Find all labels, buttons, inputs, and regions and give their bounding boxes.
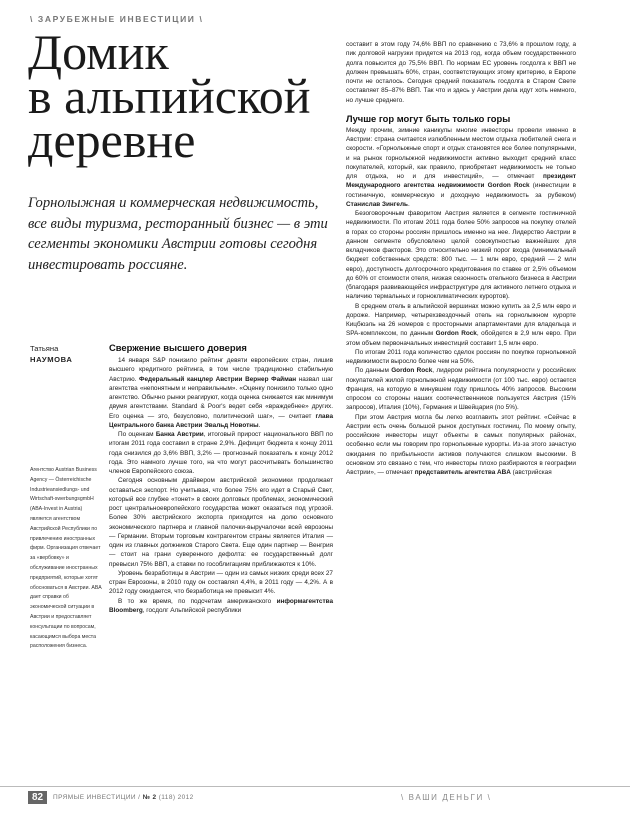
highlighted-name: Станислав Зингель <box>346 200 408 208</box>
author-last-name: НАУМОВА <box>30 355 73 364</box>
highlighted-name: Банка Австрии <box>155 431 204 438</box>
section-heading: Свержение высшего доверия <box>109 342 247 353</box>
paragraph: Безоговорочным фаворитом Австрия является в сегменте гостиничной недвижимости. По итогам 2011 года более 50% запросов на покупку отелей в горах со стороны россиян пришлось именно на нее. Лидерство Австрии в данном сегменте обусловлено целой совокупностью важнейших для вкладчиков факторов. Это относительно низкий порог входа (минимальный бюджет собственных средств: 800 тыс. — 1 млн евро, средний — 2 млн евро), доступность долгосрочного кредитования по ставке от 2,5% объемом до 60% от стоимости отеля, низкая сезонность отельного бизнеса в Австрии (благодаря развивающейся инфраструктуре для активного летнего отдыха и наличию термальных и горноклиматических курортов). <box>346 210 576 301</box>
section-heading: Лучше гор могут быть только горы <box>346 112 511 124</box>
author-first-name: Татьяна <box>30 344 59 353</box>
footer-divider <box>0 786 630 787</box>
paragraph: Сегодня основным драйвером австрийской экономики продолжает оставаться экспорт. Но учитывая, что более 75% его идет в Старый Свет, который все глубже «тонет» в своих долговых проблемах, экономический рост центральноевропейского государства может оказаться под угрозой. Более 30% австрийского экспорта приходится на долю основного экономического партнера и главной палочки-выручалочки всей еврозоны — Германии. Вторым торговым контрагентом страны является Италия — один из главных должников Старого Света. Еще один партнер — Венгрия — стоит на грани суверенного дефолта: ее государственный долг превысил 75% ВВП, а ставки по гособлигациям приближаются к 10%. <box>109 477 333 568</box>
footer-section-name: \ ВАШИ ДЕНЬГИ \ <box>401 793 492 802</box>
highlighted-name: информагентства Bloomberg <box>109 597 333 614</box>
highlighted-name: глава Центрального банка Австрии Эвальд Новотны <box>109 412 333 429</box>
paragraph: По итогам 2011 года количество сделок россиян по покупке горнолыжной недвижимости выросло более чем на 50%. <box>346 348 576 365</box>
paragraph: По оценкам Банка Австрии, итоговый прирост национального ВВП по итогам 2011 года составил в стране 2,9%. Дефицит бюджета к концу 2011 года снизился до 3,6% ВВП, 3,2% — прогнозный показатель к концу 2012 года. Это намного лучше того, на что могут рассчитывать большинство членов Европейского союза. <box>109 431 333 475</box>
paragraph: При этом Австрия могла бы легко возглавить этот рейтинг. «Сейчас в Австрии есть очень большой рынок доступных гостиниц. По моему опыту, российские инвесторы ищут объекты в самых популярных районах, особенно если мы говорим про горнолыжные курорты. Из-за этого зачастую ожидания по прибыльности активов получаются слишком высокими. В основном это связано с тем, что инвесторы плохо разбираются в географии Австрии», — отмечает представитель агентства ABA (австрийская <box>346 413 576 476</box>
article-column-1 <box>109 342 333 615</box>
article-column-2 <box>346 40 576 477</box>
page-number: 82 <box>28 791 47 804</box>
paragraph: Между прочим, зимние каникулы многие инвесторы провели именно в Австрии: страна считается излюбленным местом отдыха любителей снега и скорости. «Горнолыжные спорт и отдых становятся все более популярными, и на рынок горнолыжной недвижимости активно выходит средний класс покупателей, который, как правило, приобретает недвижимость не только для отдыха, но и для инвестиций», — отмечает президент Международного агентства недвижимости Gordon Rock (инвестиции в гостиничную, коммерческую и доходную недвижимость за рубежом) Станислав Зингель. <box>346 126 576 208</box>
highlighted-name: Gordon Rock <box>391 367 433 375</box>
paragraph: составит в этом году 74,6% ВВП по сравнению с 73,6% в прошлом году, а пик долговой нагрузки придется на 2013 год, когда объем государственного долга повысится до 75,5% ВВП. По нормам ЕС уровень госдолга к ВВП не должен превышать 60%, стран, соответствующих этому критерию, в Европе почти не осталось. Сегодня средний показатель госдолга в Старом Свете составляет 85–87% ВВП. Так что и здесь у Австрии дела идут хоть немного, но лучше среднего. <box>346 41 576 104</box>
sidebar-note: Агентство Austrian Business Agency — Österreichische Industrieansiedlungs- und Wirtschaft-swerbungsgmbH (ABA-Invest in Austria) является агентством Австрийской Республики по привлечению иностранных фирм. Организация отвечает за «вербовку» и обслуживание иностранных предприятий, которые хотят обосноваться в Австрии. ABA дает справки об экономической ситуации в Австрии и предоставляет консультации по вопросам, касающимся выбора места расположения бизнеса. <box>30 467 102 650</box>
headline-line-2: в альпийской <box>28 68 311 124</box>
article-lead: Горнолыжная и коммерческая недвижимость, все виды туризма, ресторанный бизнес — в эти сегменты экономики Австрии готовы сегодня инвестировать россияне. <box>28 195 328 273</box>
highlighted-name: Gordon Rock <box>435 330 477 338</box>
issue-number: № 2 <box>142 794 157 801</box>
paragraph: 14 января S&P понизило рейтинг девяти европейских стран, лишив высшего кредитного рейтинга, в том числе традиционно стабильную Австрию. Федеральный канцлер Австрии Вернер Файман назвал шаг агентства «непонятным и неправильным». «Оценку понизило только одно агентство. Обычно рынки реагируют, когда оценка снижается как минимум двумя агентствами. Standard & Poor's ведет себя «враждебнее» других. Его оценка — это, безусловно, политический шаг», — считает глава Центрального банка Австрии Эвальд Новотны. <box>109 357 333 429</box>
author-byline <box>30 343 98 365</box>
highlighted-name: Федеральный канцлер Австрии Вернер Файман <box>139 375 297 383</box>
paragraph: В среднем отель в альпийской вершинах можно купить за 2,5 млн евро и дороже. Например, четырехзвездочный отель на горнолыжном курорте Кицбюэль на 26 номеров с просторными апартаментами для владельца и SPA-комплексом, по данным Gordon Rock, обойдется в 2,9 млн евро. При этом объем первоначальных инвестиций составит 1,5 млн евро. <box>346 302 576 347</box>
paragraph: Уровень безработицы в Австрии — один из самых низких среди всех 27 стран Еврозоны, в 2010 году он составлял 4,4%, в 2011 году — 4,2%. А в 2012 году ожидается, что безработица не превысит 4%. <box>109 569 333 596</box>
article-headline <box>28 24 328 168</box>
paragraph: В то же время, по подсчетам американского информагентства Bloomberg, госдолг Альпийской республики <box>109 597 333 614</box>
paragraph: По данным Gordon Rock, лидером рейтинга популярности у российских покупателей жилой горнолыжной недвижимости (от 100 тыс. евро) остается Франция, на которую в минувшем году пришлось 40% запросов. Высоким спросом со стороны наших соотечественников пользуется Австрия (15% запросов), Италия (10%), Германия и Швейцария (по 5%). <box>346 367 577 412</box>
highlighted-name: представитель агентства ABA <box>414 469 511 476</box>
magazine-name: ПРЯМЫЕ ИНВЕСТИЦИИ / № 2 (118) 2012 <box>53 794 194 801</box>
highlighted-name: президент Международного агентства недвижимости Gordon Rock <box>346 173 576 190</box>
headline-line-1: Домик <box>28 24 169 80</box>
headline-line-3: деревне <box>28 112 196 168</box>
section-rubric: \ ЗАРУБЕЖНЫЕ ИНВЕСТИЦИИ \ <box>30 14 204 24</box>
